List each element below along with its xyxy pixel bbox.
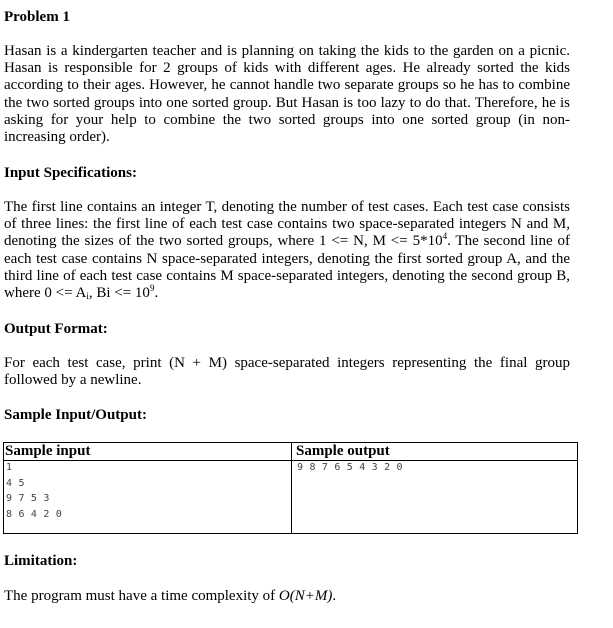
output-format-heading: Output Format: (4, 321, 108, 337)
sample-heading: Sample Input/Output: (4, 407, 147, 423)
input-spec-text (4, 199, 570, 302)
exponent: 9 (149, 283, 155, 294)
limitation-heading: Limitation: (4, 553, 78, 569)
limitation-text: The program must have a time complexity of O(N+M). (4, 588, 337, 604)
output-format-line: For each test case, print (N + M) space-separated integers representing the final group (4, 355, 570, 371)
problem-title: Problem 1 (4, 9, 70, 25)
input-spec-line: denoting the sizes of the two sorted groups, where 1 <= N, $M <= 5*10^4$. The second line of (4, 231, 570, 250)
sample-output-line: 9 8 7 6 5 4 3 2 0 (297, 462, 403, 473)
subscript: i (86, 291, 89, 302)
description-line: Hasan is responsible for 2 groups of kids with different ages. He already sorted the kids (4, 60, 570, 77)
output-format-line: followed by a newline. (4, 372, 142, 389)
input-spec-line: third line of each test case contains M space-separated integers, denoting the second group B, (4, 267, 570, 284)
table-column-divider (291, 443, 292, 533)
input-spec-heading: Input Specifications: (4, 165, 137, 181)
description-line: increasing order). (4, 129, 110, 146)
problem-description (4, 43, 570, 146)
sample-input-line: 1 (6, 462, 13, 473)
sample-output-title: Sample output (296, 443, 390, 459)
sample-input-title: Sample input (5, 443, 91, 459)
description-line: the two sorted groups into one sorted group. But Hasan is too lazy to do that. Therefore, he is (4, 94, 570, 111)
input-spec-line: each test case contains N space-separated integers, denoting the first sorted group A, and the (4, 250, 570, 267)
description-line: Hasan is a kindergarten teacher and is planning on taking the kids to the garden on a picnic. (4, 43, 570, 59)
sample-input-block (6, 460, 62, 522)
input-spec-line: of three lines: the first line of each test case contains two space-separated integers N and M, (4, 216, 570, 233)
output-format-text (4, 355, 570, 389)
description-line: asking for your help to combine the two sorted groups into one sorted group (in non- (4, 111, 570, 128)
sample-output-block (297, 460, 403, 476)
input-spec-line: The first line contains an integer T, denoting the number of test cases. Each test case consists (4, 199, 570, 215)
description-line: according to their ages. However, he cannot handle two separate groups so he has to combine (4, 77, 570, 94)
input-spec-line: where $0 <= A_i$, $Bi <= 10^9$. (4, 283, 159, 302)
complexity-expression: O(N+M) (278, 588, 333, 604)
exponent: 4 (442, 231, 448, 242)
sample-input-line: 4 5 (6, 477, 25, 489)
sample-input-line: 8 6 4 2 0 (6, 508, 62, 520)
sample-input-line: 9 7 5 3 (6, 493, 50, 504)
sample-io-table (3, 442, 578, 534)
